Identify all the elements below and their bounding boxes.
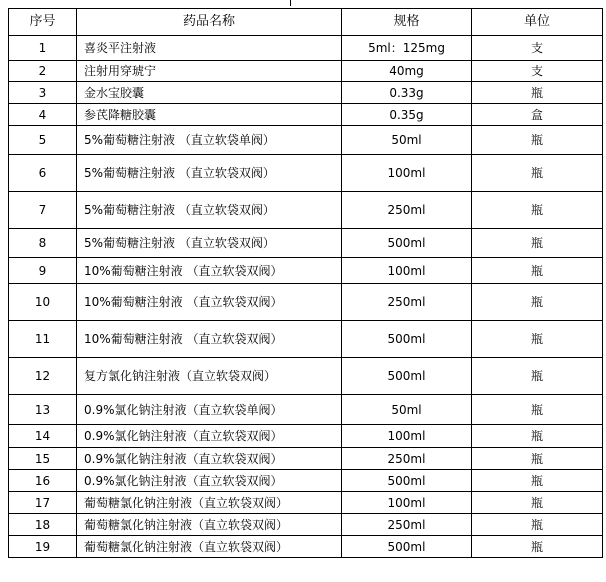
cell-no: 1 — [9, 36, 77, 61]
cell-no: 9 — [9, 258, 77, 284]
table-row — [9, 82, 603, 104]
cell-name: 0.9%氯化钠注射液（直立软袋单阀） — [77, 395, 342, 425]
cell-name: 5%葡萄糖注射液 （直立软袋双阀） — [77, 229, 342, 258]
table-row — [9, 395, 603, 425]
cell-spec: 40mg — [342, 61, 472, 82]
table-row — [9, 229, 603, 258]
cell-unit: 瓶 — [472, 192, 603, 229]
cell-no: 16 — [9, 470, 77, 492]
cell-spec: 250ml — [342, 284, 472, 321]
cell-no: 8 — [9, 229, 77, 258]
header-no: 序号 — [9, 9, 77, 36]
cell-name: 10%葡萄糖注射液 （直立软袋双阀） — [77, 258, 342, 284]
cell-name: 10%葡萄糖注射液 （直立软袋双阀） — [77, 284, 342, 321]
cell-unit: 瓶 — [472, 492, 603, 514]
table-row — [9, 514, 603, 536]
cell-no: 15 — [9, 448, 77, 470]
cell-name: 喜炎平注射液 — [77, 36, 342, 61]
cell-unit: 瓶 — [472, 358, 603, 395]
cell-no: 18 — [9, 514, 77, 536]
table-row — [9, 104, 603, 126]
header-spec: 规格 — [342, 9, 472, 36]
cell-unit: 支 — [472, 61, 603, 82]
cell-spec: 500ml — [342, 358, 472, 395]
cell-spec: 0.33g — [342, 82, 472, 104]
cell-spec: 500ml — [342, 536, 472, 558]
cell-unit: 瓶 — [472, 82, 603, 104]
cell-no: 13 — [9, 395, 77, 425]
cell-unit: 瓶 — [472, 448, 603, 470]
cell-name: 金水宝胶囊 — [77, 82, 342, 104]
cell-unit: 瓶 — [472, 229, 603, 258]
cell-spec: 500ml — [342, 229, 472, 258]
cell-no: 19 — [9, 536, 77, 558]
page-tick-mark — [290, 0, 291, 6]
cell-unit: 瓶 — [472, 425, 603, 448]
cell-spec: 500ml — [342, 321, 472, 358]
header-unit: 单位 — [472, 9, 603, 36]
cell-name: 0.9%氯化钠注射液（直立软袋双阀） — [77, 425, 342, 448]
cell-no: 4 — [9, 104, 77, 126]
cell-unit: 瓶 — [472, 395, 603, 425]
cell-unit: 瓶 — [472, 321, 603, 358]
table-row — [9, 126, 603, 155]
cell-spec: 100ml — [342, 155, 472, 192]
table-row — [9, 492, 603, 514]
cell-spec: 50ml — [342, 126, 472, 155]
cell-unit: 盒 — [472, 104, 603, 126]
table-header-row — [9, 9, 603, 36]
table-row — [9, 36, 603, 61]
cell-name: 0.9%氯化钠注射液（直立软袋双阀） — [77, 470, 342, 492]
cell-name: 10%葡萄糖注射液 （直立软袋双阀） — [77, 321, 342, 358]
cell-unit: 瓶 — [472, 470, 603, 492]
cell-name: 5%葡萄糖注射液 （直立软袋单阀） — [77, 126, 342, 155]
cell-no: 6 — [9, 155, 77, 192]
drug-table — [8, 8, 603, 558]
cell-unit: 瓶 — [472, 258, 603, 284]
cell-name: 0.9%氯化钠注射液（直立软袋双阀） — [77, 448, 342, 470]
cell-spec: 250ml — [342, 192, 472, 229]
header-name: 药品名称 — [77, 9, 342, 36]
table-row — [9, 258, 603, 284]
cell-spec: 100ml — [342, 425, 472, 448]
cell-unit: 瓶 — [472, 514, 603, 536]
cell-name: 葡萄糖氯化钠注射液（直立软袋双阀） — [77, 514, 342, 536]
cell-name: 葡萄糖氯化钠注射液（直立软袋双阀） — [77, 536, 342, 558]
cell-no: 2 — [9, 61, 77, 82]
cell-spec: 250ml — [342, 514, 472, 536]
cell-name: 复方氯化钠注射液（直立软袋双阀） — [77, 358, 342, 395]
cell-name: 注射用穿琥宁 — [77, 61, 342, 82]
table-row — [9, 358, 603, 395]
cell-spec: 100ml — [342, 258, 472, 284]
cell-unit: 瓶 — [472, 536, 603, 558]
table-row — [9, 321, 603, 358]
cell-spec: 0.35g — [342, 104, 472, 126]
cell-no: 7 — [9, 192, 77, 229]
cell-name: 5%葡萄糖注射液 （直立软袋双阀） — [77, 155, 342, 192]
cell-no: 3 — [9, 82, 77, 104]
table-row — [9, 536, 603, 558]
cell-name: 参芪降糖胶囊 — [77, 104, 342, 126]
cell-name: 5%葡萄糖注射液 （直立软袋双阀） — [77, 192, 342, 229]
cell-spec: 5ml：125mg — [342, 36, 472, 61]
table-row — [9, 155, 603, 192]
cell-no: 14 — [9, 425, 77, 448]
cell-spec: 500ml — [342, 470, 472, 492]
cell-unit: 瓶 — [472, 126, 603, 155]
cell-no: 10 — [9, 284, 77, 321]
table-row — [9, 192, 603, 229]
cell-spec: 250ml — [342, 448, 472, 470]
cell-no: 12 — [9, 358, 77, 395]
cell-spec: 50ml — [342, 395, 472, 425]
cell-no: 11 — [9, 321, 77, 358]
cell-no: 5 — [9, 126, 77, 155]
cell-spec: 100ml — [342, 492, 472, 514]
cell-unit: 支 — [472, 36, 603, 61]
cell-unit: 瓶 — [472, 284, 603, 321]
table-row — [9, 61, 603, 82]
table-row — [9, 284, 603, 321]
table-row — [9, 448, 603, 470]
cell-unit: 瓶 — [472, 155, 603, 192]
cell-name: 葡萄糖氯化钠注射液（直立软袋双阀） — [77, 492, 342, 514]
cell-no: 17 — [9, 492, 77, 514]
table-row — [9, 425, 603, 448]
table-row — [9, 470, 603, 492]
